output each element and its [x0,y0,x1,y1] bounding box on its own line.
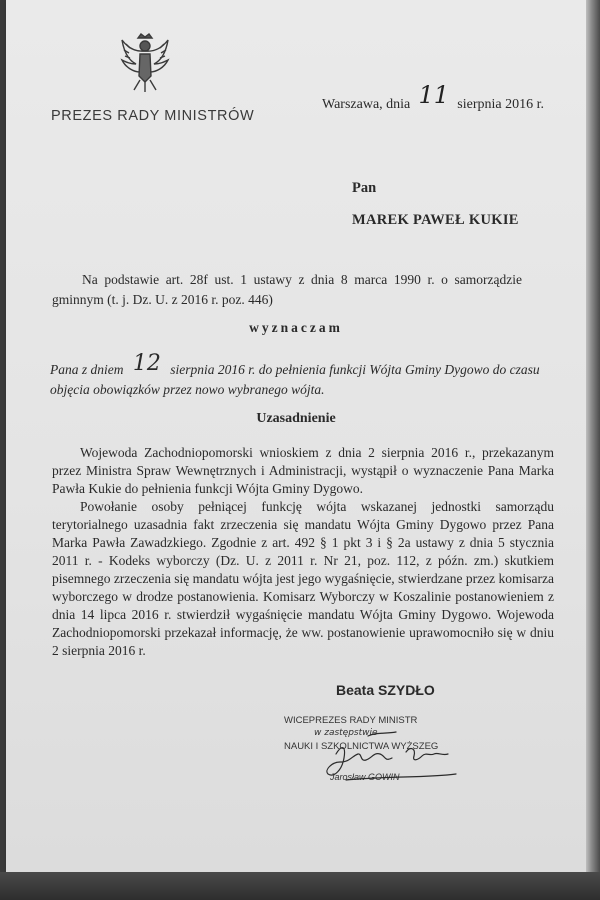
organization-name: PREZES RADY MINISTRÓW [51,108,255,124]
place-date-prefix: Warszawa, dnia [322,97,411,112]
appointment-paragraph [50,351,550,400]
appointment-after-day: sierpnia 2016 r. do pełnienia funkcji Wójta Gminy Dygowo do czasu objęcia obowiązków przez nowo wybranego wójta. [50,362,540,397]
decision-word: wyznaczam [249,320,343,335]
legal-basis-text: Na podstawie art. 28f ust. 1 ustawy z dnia 8 marca 1990 r. o samorządzie gminnym (t. j. Dz. U. z 2016 r. poz. 446) [52,272,522,307]
handwritten-signature-icon [306,722,466,784]
signer-name: Beata SZYDŁO [336,682,435,698]
page-edge-shadow [586,0,600,872]
stamp-name: Jarosław GOWIN [330,772,400,782]
stamp-line-2: NAUKI I SZKOLNICTWA WYŻSZEG [284,741,439,752]
justification-body [52,444,554,660]
legal-basis-paragraph [52,270,522,310]
justification-paragraph-1: Wojewoda Zachodniopomorski wnioskiem z dnia 2 sierpnia 2016 r., przekazanym przez Ministra Spraw Wewnętrznych i Administracji, wystąpił o wyznaczenie Pana Marka Pawła Kukie do pełnienia funkcji Wójta Gminy Dygowo. [52,445,554,496]
table-surface [0,872,600,900]
handwritten-day: 11 [418,81,450,109]
appointment-before-day: Pana z dniem [50,362,124,377]
justification-heading: Uzasadnienie [256,411,336,426]
addressee-salutation: Pan [352,180,377,196]
polish-eagle-emblem-icon [116,32,174,96]
place-and-date [322,81,544,114]
place-date-suffix: sierpnia 2016 r. [457,97,544,112]
stamp-line-1: WICEPREZES RADY MINISTR [284,715,418,726]
handwritten-annotation: w zastępstwie [314,728,378,738]
addressee-name: MAREK PAWEŁ KUKIE [352,212,519,228]
justification-paragraph-2: Powołanie osoby pełniącej funkcję wójta wskazanej jednostki samorządu terytorialnego uzasadnia fakt zrzeczenia się mandatu Wójta Gminy Dygowo przez Pana Marka Pawła Zawadzkiego. Zgodnie z art. 492 § 1 pkt 3 i § 2a ustawy z dnia 5 stycznia 2011 r. - Kodeks wyborczy (Dz. U. z 2011 r. Nr 21, poz. 112, z późn. zm.) skutkiem pisemnego zrzeczenia się mandatu wójta jest jego wygaśnięcie, stwierdzane przez komisarza wyborczego w drodze postanowienia. Komisarz Wyborczy w Koszalinie postanowieniem z dnia 14 lipca 2016 r. stwierdził wygaśnięcie mandatu Wójta Gminy Dygowo. Wojewoda Zachodniopomorski przekazał informację, że ww. postanowienie uprawomocniło się w dniu 2 sierpnia 2016 r. [52,499,554,658]
document-page [6,0,586,872]
handwritten-appointment-day: 12 [132,351,161,376]
